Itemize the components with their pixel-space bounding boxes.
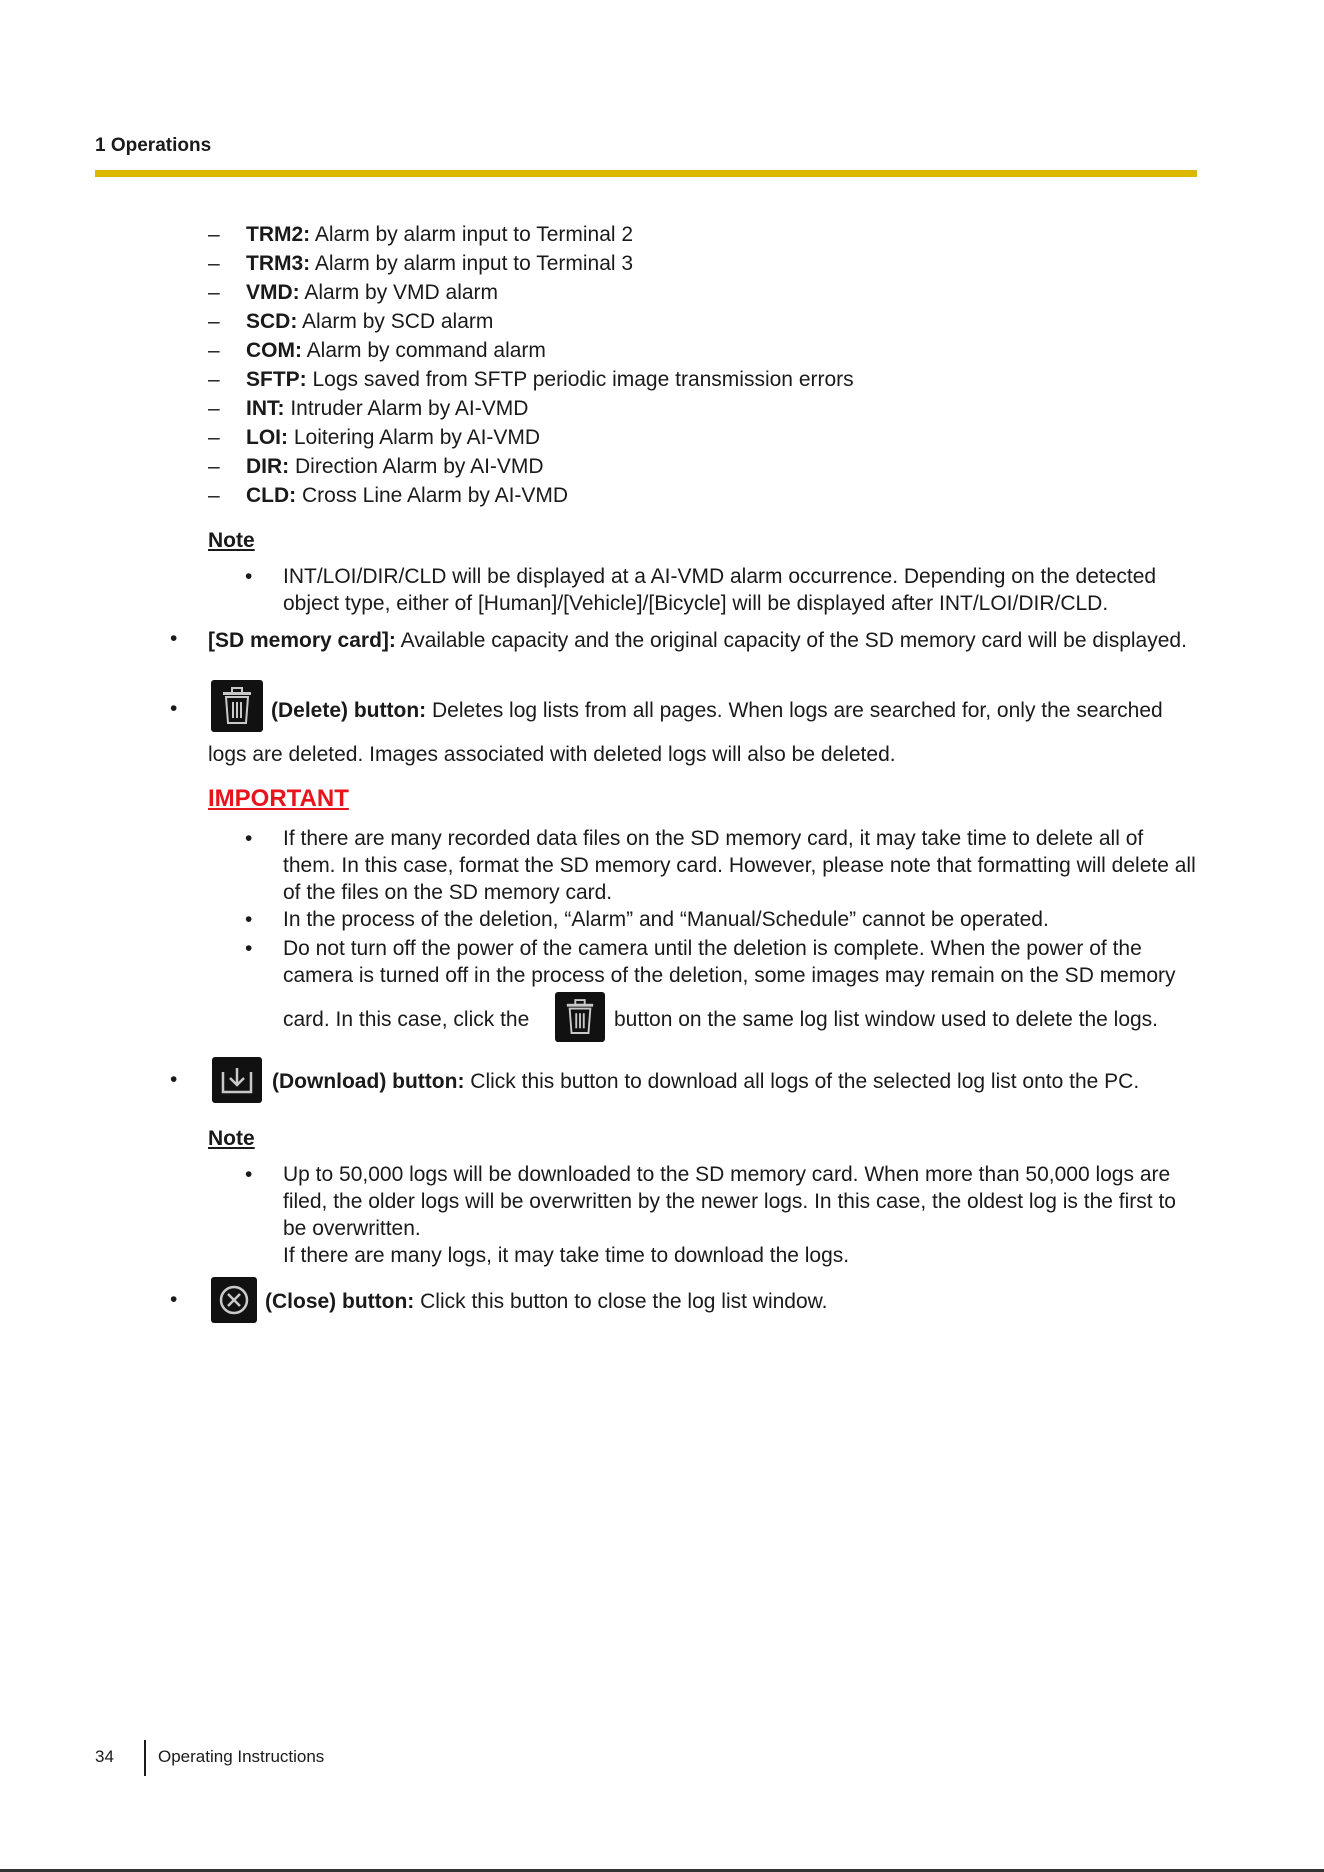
dash: – (208, 426, 220, 449)
footer-divider (144, 1740, 146, 1776)
bullet: • (170, 697, 178, 720)
close-item (265, 1288, 828, 1315)
alarm-item-vmd (208, 279, 498, 307)
alarm-item-dir (208, 453, 544, 481)
alarm-desc: Cross Line Alarm by AI-VMD (296, 484, 569, 507)
alarm-code: TRM3: (246, 252, 311, 275)
alarm-item-com (208, 337, 546, 365)
alarm-code: LOI: (246, 426, 288, 449)
alarm-item-trm3 (208, 250, 633, 278)
download-item (272, 1068, 1139, 1095)
download-icon[interactable] (212, 1057, 262, 1103)
trash-icon[interactable] (211, 680, 263, 732)
dash: – (208, 339, 220, 362)
delete-item (271, 697, 1163, 724)
sd-card-item (208, 627, 1198, 654)
delete-text-cont: logs are deleted. Images associated with deleted logs will also be deleted. (208, 743, 896, 766)
note-text: Up to 50,000 logs will be downloaded to the SD memory card. When more than 50,000 logs are filed, the older logs will be overwritten by the newer logs. In this case, the oldest log is the first to be overwritten. (283, 1163, 1176, 1240)
alarm-desc: Alarm by SCD alarm (297, 310, 494, 333)
bullet: • (170, 1068, 178, 1091)
trash-icon[interactable] (555, 992, 605, 1042)
bullet: • (170, 1288, 178, 1311)
note-item (245, 1161, 1198, 1242)
download-text: Click this button to download all logs of the selected log list onto the PC. (464, 1070, 1140, 1093)
important-item (245, 935, 1198, 989)
note-text: INT/LOI/DIR/CLD will be displayed at a AI-VMD alarm occurrence. Depending on the detected object type, either of [Human]/[Vehicle]/[Bicycle] will be displayed after INT/LOI/DIR/CLD. (283, 565, 1157, 615)
alarm-item-int (208, 395, 528, 423)
header-divider (95, 170, 1197, 177)
alarm-code: TRM2: (246, 223, 311, 246)
alarm-item-trm2 (208, 221, 633, 249)
note-text-cont: If there are many logs, it may take time to download the logs. (283, 1244, 850, 1267)
dash: – (208, 368, 220, 391)
alarm-code: VMD: (246, 281, 300, 304)
close-text: Click this button to close the log list window. (414, 1290, 828, 1313)
bullet: • (245, 827, 253, 850)
alarm-desc: Direction Alarm by AI-VMD (289, 455, 544, 478)
sd-card-text: Available capacity and the original capacity of the SD memory card will be displayed. (395, 629, 1187, 652)
important-item (245, 825, 1198, 906)
dash: – (208, 455, 220, 478)
bullet: • (245, 565, 253, 588)
alarm-desc: Logs saved from SFTP periodic image transmission errors (306, 368, 854, 391)
alarm-desc: Alarm by command alarm (302, 339, 546, 362)
alarm-code: SFTP: (246, 368, 307, 391)
important-text: Do not turn off the power of the camera until the deletion is complete. When the power of the camera is turned off in the process of the deletion, some images may remain on the SD memory (283, 937, 1176, 987)
alarm-desc: Intruder Alarm by AI-VMD (284, 397, 529, 420)
dash: – (208, 397, 220, 420)
important-item (245, 906, 1198, 933)
important-text: In the process of the deletion, “Alarm” and “Manual/Schedule” cannot be operated. (283, 908, 1049, 931)
important-item-tail: card. In this case, click the (283, 1008, 530, 1031)
sd-card-label: [SD memory card]: (208, 629, 396, 652)
close-icon[interactable] (211, 1277, 257, 1323)
important-item-tail: button on the same log list window used to delete the logs. (614, 1008, 1159, 1031)
dash: – (208, 484, 220, 507)
alarm-item-loi (208, 424, 540, 452)
alarm-desc: Alarm by alarm input to Terminal 3 (310, 252, 634, 275)
alarm-item-sftp (208, 366, 854, 394)
important-text: If there are many recorded data files on the SD memory card, it may take time to delete all of them. In this case, format the SD memory card. However, please note that formatting will delete all of the files on the SD memory card. (283, 827, 1196, 904)
alarm-item-scd (208, 308, 493, 336)
bullet: • (170, 627, 178, 650)
alarm-desc: Loitering Alarm by AI-VMD (288, 426, 541, 449)
close-label: (Close) button: (265, 1290, 415, 1313)
note-heading: Note (208, 529, 255, 552)
alarm-code: CLD: (246, 484, 297, 507)
dash: – (208, 310, 220, 333)
page-number: 34 (95, 1747, 114, 1766)
alarm-desc: Alarm by alarm input to Terminal 2 (310, 223, 634, 246)
alarm-item-cld (208, 482, 568, 510)
bullet: • (245, 937, 253, 960)
note-heading: Note (208, 1127, 255, 1150)
bullet: • (245, 1163, 253, 1186)
alarm-desc: Alarm by VMD alarm (299, 281, 499, 304)
alarm-code: INT: (246, 397, 285, 420)
dash: – (208, 281, 220, 304)
dash: – (208, 223, 220, 246)
delete-text: Deletes log lists from all pages. When logs are searched for, only the searched (426, 699, 1163, 722)
alarm-code: COM: (246, 339, 302, 362)
dash: – (208, 252, 220, 275)
note-item (245, 563, 1198, 617)
footer-title: Operating Instructions (158, 1747, 325, 1766)
delete-label: (Delete) button: (271, 699, 427, 722)
alarm-code: SCD: (246, 310, 298, 333)
important-heading: IMPORTANT (208, 785, 349, 812)
download-label: (Download) button: (272, 1070, 465, 1093)
bullet: • (245, 908, 253, 931)
section-title: 1 Operations (95, 135, 212, 156)
alarm-code: DIR: (246, 455, 290, 478)
